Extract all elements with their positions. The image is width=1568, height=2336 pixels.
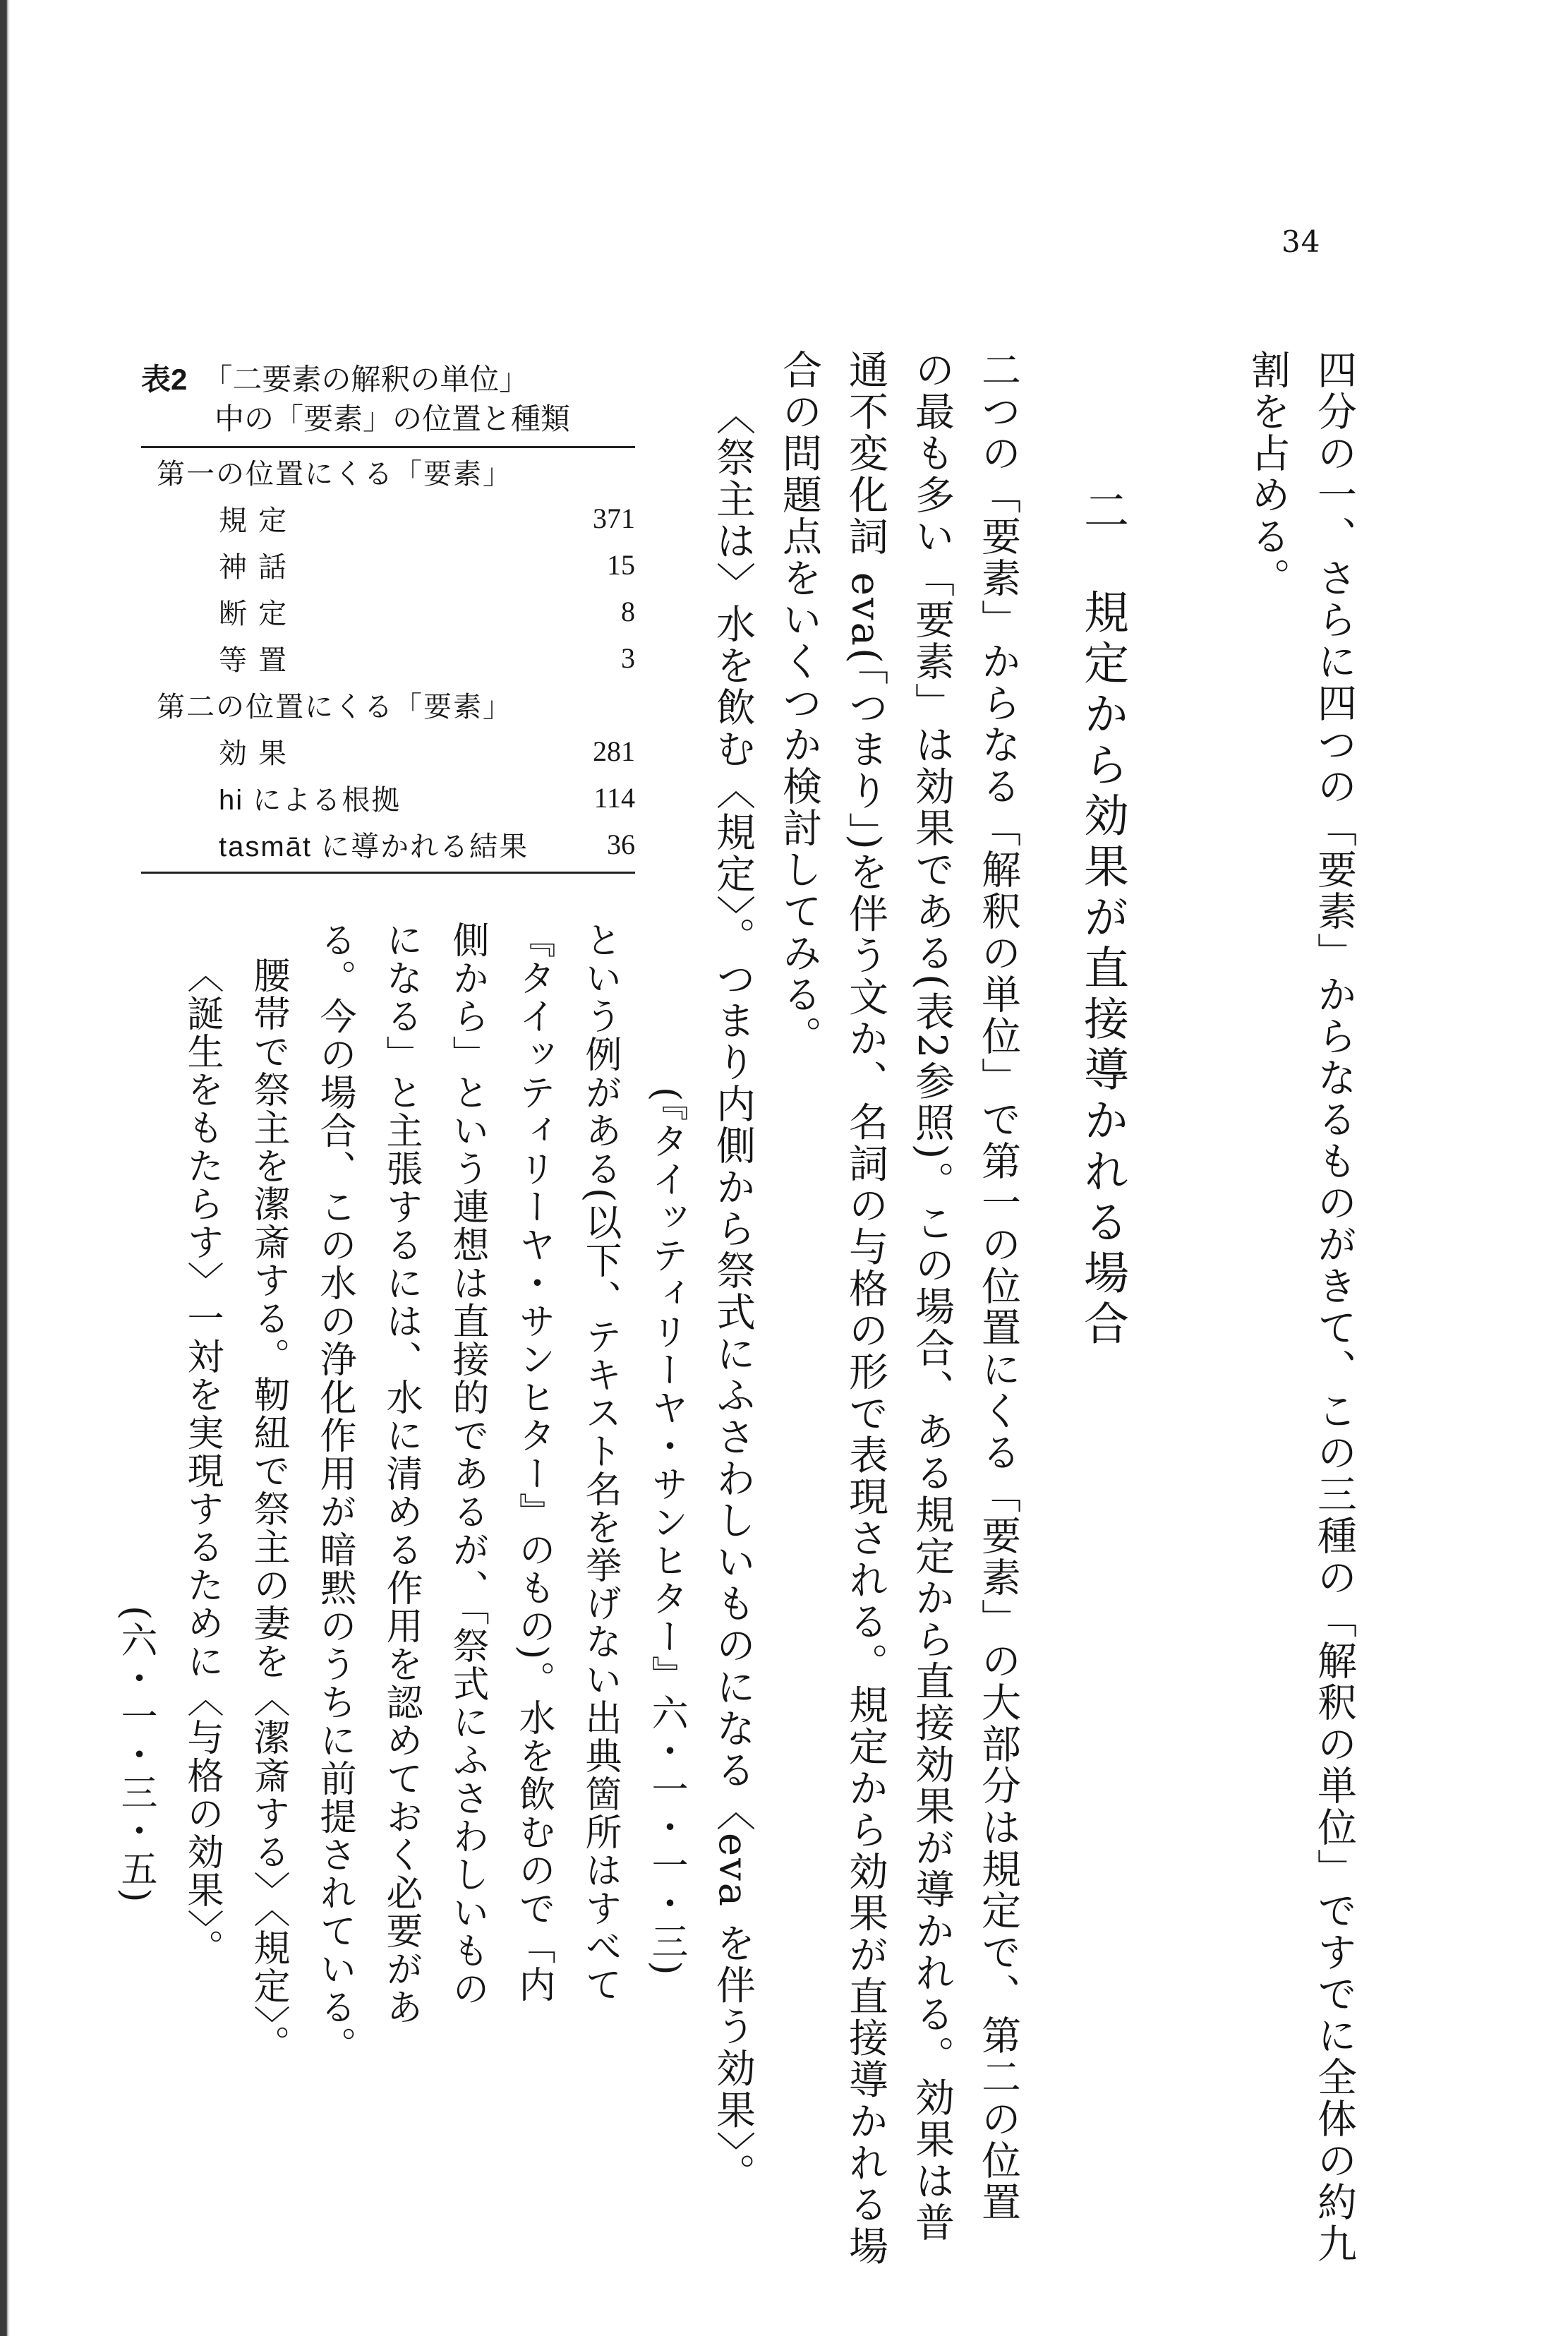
row-value: 36: [607, 828, 635, 860]
table-row: [141, 588, 635, 634]
discussion-column-3: 側から」という連想は直接的であるが、「祭式にふさわしいもの: [446, 921, 488, 2008]
section-body-column-2: の最も多い「要素」は効果である(表2参照)。この場合、ある規定から直接効果が導かれる。効果は普: [909, 349, 955, 2244]
page-number: 34: [1281, 224, 1321, 259]
table-number: 表2: [141, 363, 188, 396]
table-2: [141, 360, 635, 874]
row-value: 15: [607, 548, 635, 581]
section-heading: 二 規定から効果が直接導かれる場合: [1076, 487, 1128, 1351]
row-label: 規定: [219, 505, 298, 536]
example-2-citation: (六・一・三・五): [114, 1606, 157, 1904]
example-2-line-1: 腰帯で祭主を潔斎する。靭紐で祭主の妻を〈潔斎する〉〈規定〉。: [247, 956, 289, 2063]
body-column-1: 四分の一、さらに四つの「要素」からなるものがきて、この三種の「解釈の単位」ですでに全体の約九: [1311, 349, 1357, 2265]
row-label: 神話: [219, 551, 298, 583]
row-value: 3: [621, 642, 635, 674]
section-body-column-1: 二つの「要素」からなる「解釈の単位」で第一の位置にくる「要素」の大部分は規定で、第二の位置: [975, 349, 1021, 2223]
table-row: [141, 634, 635, 681]
discussion-column-1: という例がある(以下、テキスト名を挙げない出典箇所はすべて: [579, 921, 621, 2004]
table-title: [141, 360, 635, 439]
table-group-header: 第二の位置にくる「要素」: [157, 691, 512, 723]
row-label: hi による根拠: [219, 784, 402, 816]
row-value: 371: [593, 502, 635, 534]
row-value: 114: [593, 781, 635, 814]
example-1-citation: (『タイッティリーヤ・サンヒター』六・一・一・三): [645, 1087, 687, 1977]
section-body-column-3: 通不変化詞 eva(「つまり」)を伴う文か、名詞の与格の形で表現される。規定から効果が直接導かれる場: [843, 349, 888, 2268]
table-row: [141, 541, 635, 588]
table-row: [141, 821, 635, 867]
row-label: tasmāt に導かれる結果: [219, 831, 529, 862]
table-row: [141, 774, 635, 821]
table-title-line-1: 「二要素の解釈の単位」: [203, 363, 529, 396]
row-label: 等置: [219, 644, 298, 676]
table-row: [141, 495, 635, 541]
body-column-2: 割を占める。: [1245, 349, 1291, 599]
example-2-line-2: 〈誕生をもたらす〉一対を実現するために〈与格の効果〉。: [181, 956, 223, 1967]
row-label: 効果: [219, 737, 298, 769]
discussion-column-5: る。今の場合、この水の浄化作用が暗黙のうちに前提されている。: [313, 921, 356, 2064]
row-value: 8: [621, 595, 635, 627]
table-row: [141, 728, 635, 774]
table-bottom-rule: [141, 872, 635, 874]
binding-edge: [0, 0, 10, 2336]
row-label: 断定: [219, 598, 298, 630]
table-title-line-2: 中の「要素」の位置と種類: [215, 402, 571, 435]
table-group-header: 第一の位置にくる「要素」: [157, 458, 512, 490]
discussion-column-2: 『タイッティリーヤ・サンヒター』のもの)。水を飲むので「内: [512, 921, 555, 2004]
section-body-column-4: 合の問題点をいくつか検討してみる。: [776, 349, 822, 1057]
row-value: 281: [593, 735, 635, 767]
example-1-text: 〈祭主は〉水を飲む〈規定〉。つまり内側から祭式にふさわしいものになる〈eva を伴う効果〉。: [710, 395, 756, 2195]
discussion-column-4: になる」と主張するには、水に清める作用を認めておく必要があ: [380, 921, 422, 2026]
